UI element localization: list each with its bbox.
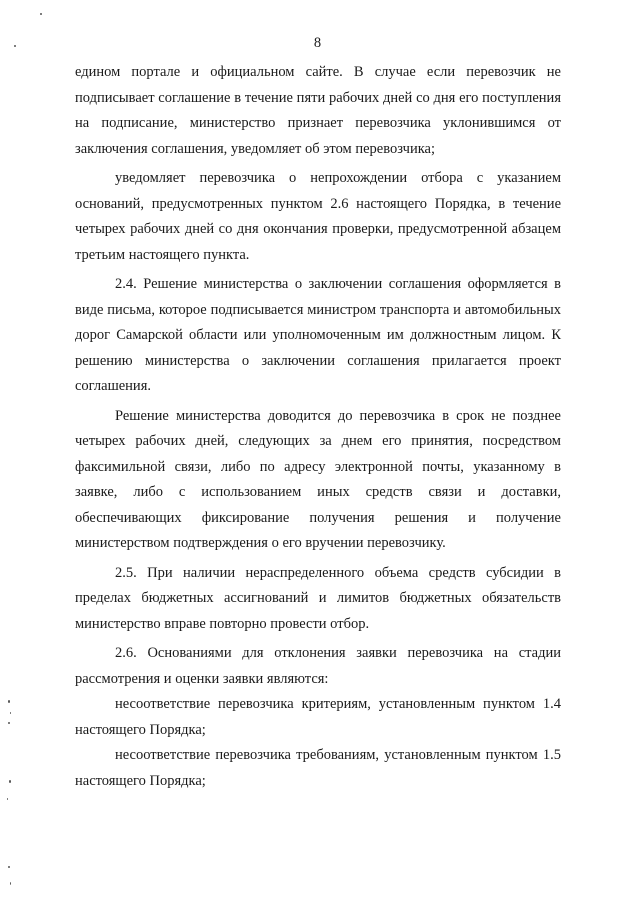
scan-speck: [10, 712, 11, 714]
scan-speck: [8, 722, 10, 724]
scan-speck: [9, 780, 11, 783]
page-number: 8: [313, 35, 322, 51]
paragraph-2-4: 2.4. Решение министерства о заключении соглашения оформляется в виде письма, которое подписывается министром транспорта и автомобильных дорог Самарской области или уполномоченным им должностным лицом. К решению министерства о заключении соглашения прилагается проект соглашения.: [75, 276, 561, 394]
paragraph-requirements-mismatch: несоответствие перевозчика требованиям, установленным пунктом 1.5 настоящего Порядка;: [75, 747, 561, 789]
paragraph-decision-delivery: Решение министерства доводится до перевозчика в срок не позднее четырех рабочих дней, следующих за днем его принятия, посредством факсимильной связи, либо по адресу электронной почты, указанному в заявке, либо с использованием иных средств связи и доставки, обеспечивающих фиксирование получения решения и получение министерством подтверждения о его вручении перевозчику.: [75, 407, 561, 551]
scan-speck: [14, 45, 16, 47]
scan-speck: [40, 13, 42, 15]
scan-speck: [10, 882, 11, 885]
paragraph-notification: уведомляет перевозчика о непрохождении отбора с указанием оснований, предусмотренных пунктом 2.6 настоящего Порядка, в течение четырех рабочих дней со дня окончания проверки, предусмотренной абзацем третьим настоящего пункта.: [75, 170, 561, 263]
paragraph-2-6: 2.6. Основаниями для отклонения заявки перевозчика на стадии рассмотрения и оценки заявки являются:: [75, 645, 561, 687]
scan-speck: [8, 866, 10, 868]
paragraph-criteria-mismatch: несоответствие перевозчика критериям, установленным пунктом 1.4 настоящего Порядка;: [75, 696, 561, 738]
document-body: [75, 60, 561, 794]
scan-speck: [7, 798, 8, 800]
scan-speck: [8, 700, 10, 703]
paragraph-2-5: 2.5. При наличии нераспределенного объема средств субсидии в пределах бюджетных ассигнований и лимитов бюджетных обязательств министерство вправе повторно провести отбор.: [75, 564, 561, 632]
paragraph-continuation: едином портале и официальном сайте. В случае если перевозчик не подписывает соглашение в течение пяти рабочих дней со дня его поступления на подписание, министерство признает перевозчика уклонившимся от заключения соглашения, уведомляет об этом перевозчика;: [75, 64, 561, 157]
